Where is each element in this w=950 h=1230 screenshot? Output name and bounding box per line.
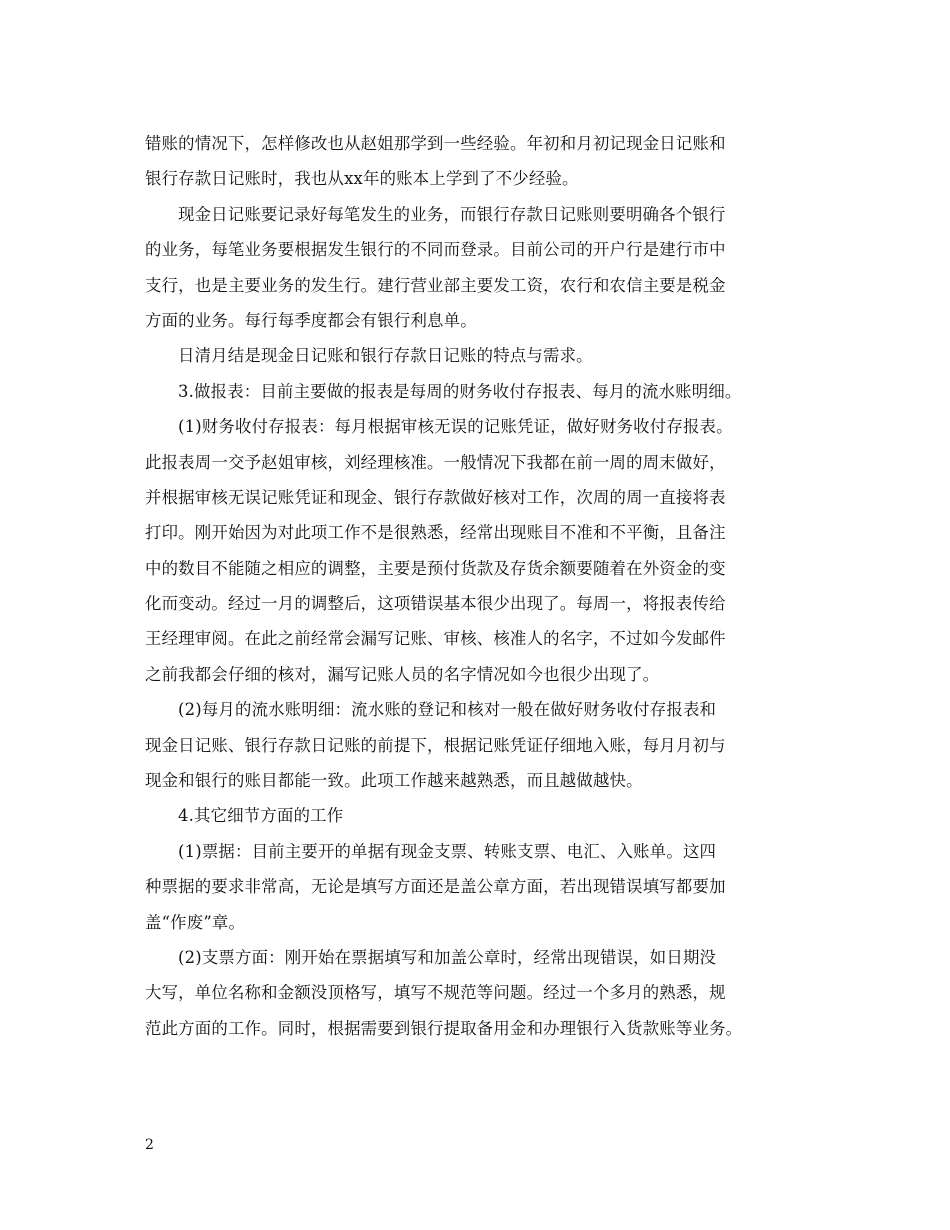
text-line: 4.其它细节方面的工作 [178, 806, 344, 826]
text-line: 支行，也是主要业务的发生行。建行营业部主要发工资，农行和农信主要是税金 [145, 275, 726, 295]
paragraph [145, 692, 810, 798]
paragraph [145, 197, 810, 339]
text-line: (2)每月的流水账明细：流水账的登记和核对一般在做好财务收付存报表和 [178, 700, 717, 720]
paragraph [145, 374, 810, 409]
paragraph [145, 940, 810, 1046]
document-body [145, 126, 810, 1046]
text-line: 王经理审阅。在此之前经常会漏写记账、审核、核准人的名字，不过如今发邮件 [145, 629, 726, 649]
page-number: 2 [145, 1137, 154, 1153]
paragraph [145, 409, 810, 692]
paragraph [145, 338, 810, 373]
text-line: 现金日记账、银行存款日记账的前提下，根据记账凭证仔细地入账，每月月初与 [145, 735, 726, 755]
text-line: (1)财务收付存报表：每月根据审核无误的记账凭证，做好财务收付存报表。 [178, 417, 733, 437]
paragraph [145, 834, 810, 940]
text-line: 现金日记账要记录好每笔发生的业务，而银行存款日记账则要明确各个银行 [178, 204, 726, 224]
text-line: 银行存款日记账时，我也从xx年的账本上学到了不少经验。 [145, 169, 579, 189]
text-line: 错账的情况下，怎样修改也从赵姐那学到一些经验。年初和月初记现金日记账和 [145, 134, 726, 153]
paragraph [145, 798, 810, 833]
text-line: 化而变动。经过一月的调整后，这项错误基本很少出现了。每周一，将报表传给 [145, 594, 726, 614]
text-line: (2)支票方面：刚开始在票据填写和加盖公章时，经常出现错误，如日期没 [178, 947, 717, 967]
text-line: 种票据的要求非常高，无论是填写方面还是盖公章方面，若出现错误填写都要加 [145, 877, 726, 897]
text-line: 3.做报表：目前主要做的报表是每周的财务收付存报表、每月的流水账明细。 [178, 381, 742, 401]
text-line: (1)票据：目前主要开的单据有现金支票、转账支票、电汇、入账单。这四 [178, 841, 717, 861]
paragraph [145, 126, 810, 197]
text-line: 之前我都会仔细的核对，漏写记账人员的名字情况如今也很少出现了。 [145, 664, 660, 684]
text-line: 现金和银行的账目都能一致。此项工作越来越熟悉，而且越做越快。 [145, 771, 643, 791]
text-line: 大写，单位名称和金额没顶格写，填写不规范等问题。经过一个多月的熟悉，规 [145, 983, 726, 1003]
text-line: 打印。刚开始因为对此项工作不是很熟悉，经常出现账目不准和不平衡，且备注 [145, 523, 726, 543]
text-line: 盖“作废”章。 [145, 912, 246, 932]
text-line: 此报表周一交予赵姐审核，刘经理核准。一般情况下我都在前一周的周末做好， [145, 452, 726, 472]
text-line: 范此方面的工作。同时，根据需要到银行提取备用金和办理银行入货款账等业务。 [145, 1018, 743, 1038]
text-line: 方面的业务。每行每季度都会有银行利息单。 [145, 310, 477, 330]
text-line: 日清月结是现金日记账和银行存款日记账的特点与需求。 [178, 346, 593, 366]
text-line: 中的数目不能随之相应的调整，主要是预付货款及存货余额要随着在外资金的变 [145, 558, 726, 578]
text-line: 并根据审核无误记账凭证和现金、银行存款做好核对工作，次周的周一直接将表 [145, 487, 726, 507]
text-line: 的业务，每笔业务要根据发生银行的不同而登录。目前公司的开户行是建行市中 [145, 240, 726, 260]
